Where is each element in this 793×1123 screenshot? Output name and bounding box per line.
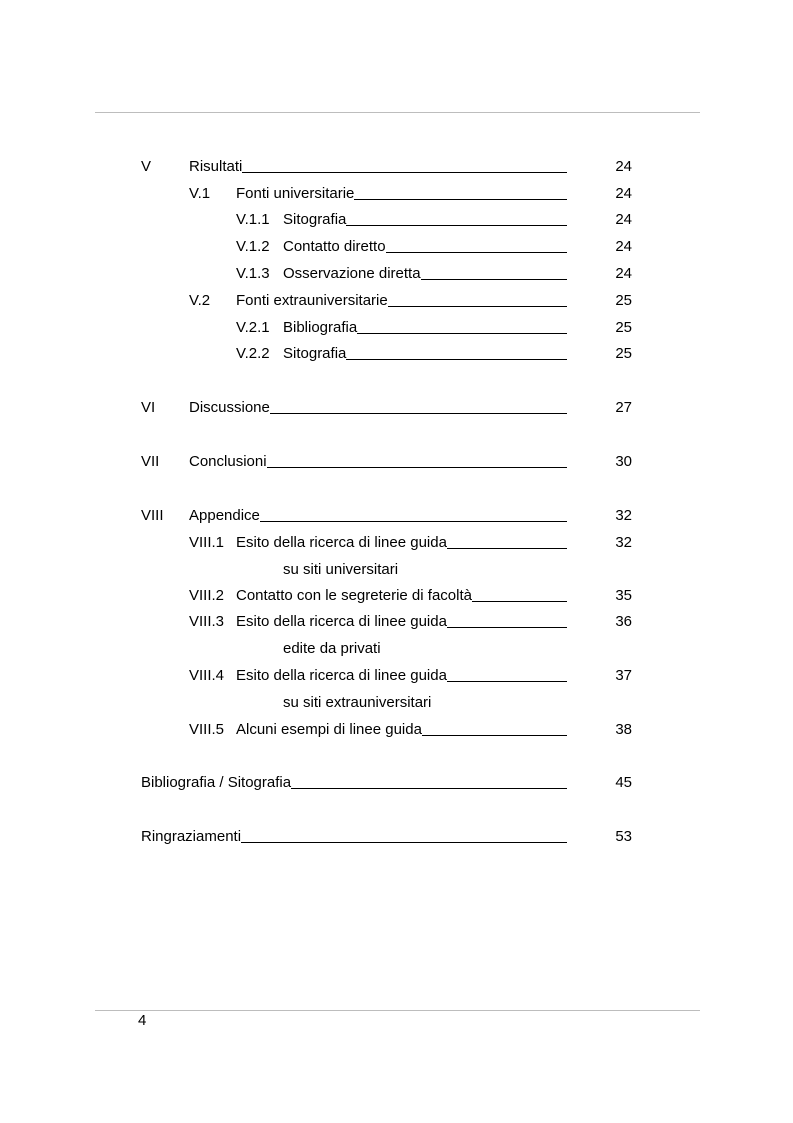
toc-entry[interactable] — [0, 318, 793, 338]
toc-entry-title-leader — [236, 533, 567, 553]
toc-entry-page: 32 — [615, 534, 632, 551]
toc-entry[interactable] — [0, 210, 793, 230]
toc-entry-title: Bibliografia / Sitografia — [141, 774, 292, 791]
toc-entry-title: Sitografia — [283, 345, 347, 362]
toc-entry-title: Fonti universitarie — [236, 185, 355, 202]
toc-entry-page: 27 — [615, 399, 632, 416]
toc-entry-number: VIII.4 — [189, 667, 225, 684]
toc-entry[interactable] — [0, 184, 793, 204]
toc-entry-title-leader — [283, 237, 567, 257]
toc-entry-title-leader — [236, 720, 567, 740]
toc-entry[interactable] — [0, 237, 793, 257]
toc-entry[interactable] — [0, 291, 793, 311]
toc-entry-number: V.1.1 — [236, 211, 270, 228]
toc-entry-number: V.1.3 — [236, 265, 270, 282]
toc-entry[interactable] — [0, 264, 793, 284]
toc-entry[interactable] — [0, 398, 793, 418]
toc-entry-page: 35 — [615, 587, 632, 604]
toc-entry-title: Contatto con le segreterie di facoltà — [236, 587, 472, 604]
toc-entry-title: Risultati — [189, 158, 243, 175]
toc-entry-title-leader — [283, 210, 567, 230]
toc-entry-number: V.2 — [189, 292, 211, 309]
toc-entry-page: 25 — [615, 319, 632, 336]
header-rule — [95, 112, 700, 113]
toc-entry-number: V.1 — [189, 185, 211, 202]
toc-entry-number: VII — [141, 453, 160, 470]
toc-entry-title-continuation: su siti universitari — [283, 561, 399, 578]
toc-entry-title: Ringraziamenti — [141, 828, 242, 845]
toc-entry-title-leader — [189, 452, 567, 472]
toc-entry-title-leader — [283, 264, 567, 284]
toc-entry-title-leader — [236, 666, 567, 686]
toc-entry-title-leader — [236, 586, 567, 606]
toc-entry-page: 45 — [615, 774, 632, 791]
toc-entry-title-leader — [189, 398, 567, 418]
toc-entry-continuation — [0, 560, 793, 580]
footer-rule — [95, 1010, 700, 1011]
toc-entry-number: VIII.3 — [189, 613, 225, 630]
toc-entry-number: V.1.2 — [236, 238, 270, 255]
toc-entry-title: Sitografia — [283, 211, 347, 228]
toc-entry[interactable] — [0, 452, 793, 472]
toc-entry-number: V.2.2 — [236, 345, 270, 362]
toc-entry-title-leader — [141, 827, 567, 847]
toc-entry-page: 24 — [615, 185, 632, 202]
toc-entry-number: VIII — [141, 507, 164, 524]
toc-entry-page: 24 — [615, 211, 632, 228]
toc-entry-title: Appendice — [189, 507, 260, 524]
toc-entry-title: Bibliografia — [283, 319, 358, 336]
toc-entry-title: Esito della ricerca di linee guida — [236, 613, 447, 630]
toc-entry[interactable] — [0, 533, 793, 553]
toc-entry-number: VIII.2 — [189, 587, 225, 604]
toc-entry-page: 25 — [615, 345, 632, 362]
toc-entry[interactable] — [0, 344, 793, 364]
toc-entry-page: 24 — [615, 158, 632, 175]
toc-entry-page: 38 — [615, 721, 632, 738]
toc-entry-title-continuation: edite da privati — [283, 640, 381, 657]
toc-entry-number: VIII.5 — [189, 721, 225, 738]
toc-entry-title: Discussione — [189, 399, 270, 416]
toc-entry-title-leader — [141, 773, 567, 793]
toc-entry[interactable] — [0, 720, 793, 740]
toc-entry-number: V.2.1 — [236, 319, 270, 336]
toc-entry-continuation — [0, 639, 793, 659]
toc-entry-number: VI — [141, 399, 156, 416]
toc-entry-number: VIII.1 — [189, 534, 225, 551]
toc-entry-title-leader — [189, 157, 567, 177]
toc-entry-page: 36 — [615, 613, 632, 630]
toc-entry[interactable] — [0, 612, 793, 632]
toc-entry-page: 32 — [615, 507, 632, 524]
toc-entry-title: Esito della ricerca di linee guida — [236, 667, 447, 684]
toc-entry-title-leader — [189, 506, 567, 526]
toc-entry-title-continuation: su siti extrauniversitari — [283, 694, 432, 711]
toc-entry[interactable] — [0, 666, 793, 686]
toc-entry-page: 24 — [615, 265, 632, 282]
toc-entry-page: 37 — [615, 667, 632, 684]
toc-entry[interactable] — [0, 157, 793, 177]
toc-entry-title-leader — [283, 344, 567, 364]
toc-entry[interactable] — [0, 506, 793, 526]
toc-entry[interactable] — [0, 827, 793, 847]
toc-entry-number: V — [141, 158, 152, 175]
toc-entry-page: 53 — [615, 828, 632, 845]
toc-entry[interactable] — [0, 586, 793, 606]
toc-entry-title: Osservazione diretta — [283, 265, 421, 282]
toc-entry-continuation — [0, 693, 793, 713]
toc-entry-title-leader — [283, 318, 567, 338]
toc-entry-title-leader — [236, 184, 567, 204]
toc-entry-title-leader — [236, 612, 567, 632]
toc-entry-title: Alcuni esempi di linee guida — [236, 721, 422, 738]
toc-entry[interactable] — [0, 773, 793, 793]
toc-entry-page: 30 — [615, 453, 632, 470]
toc-entry-page: 24 — [615, 238, 632, 255]
page-number: 4 — [138, 1012, 147, 1029]
toc-entry-title: Contatto diretto — [283, 238, 386, 255]
toc-entry-page: 25 — [615, 292, 632, 309]
toc-entry-title: Fonti extrauniversitarie — [236, 292, 388, 309]
toc-entry-title-leader — [236, 291, 567, 311]
toc-entry-title: Conclusioni — [189, 453, 267, 470]
toc-entry-title: Esito della ricerca di linee guida — [236, 534, 447, 551]
